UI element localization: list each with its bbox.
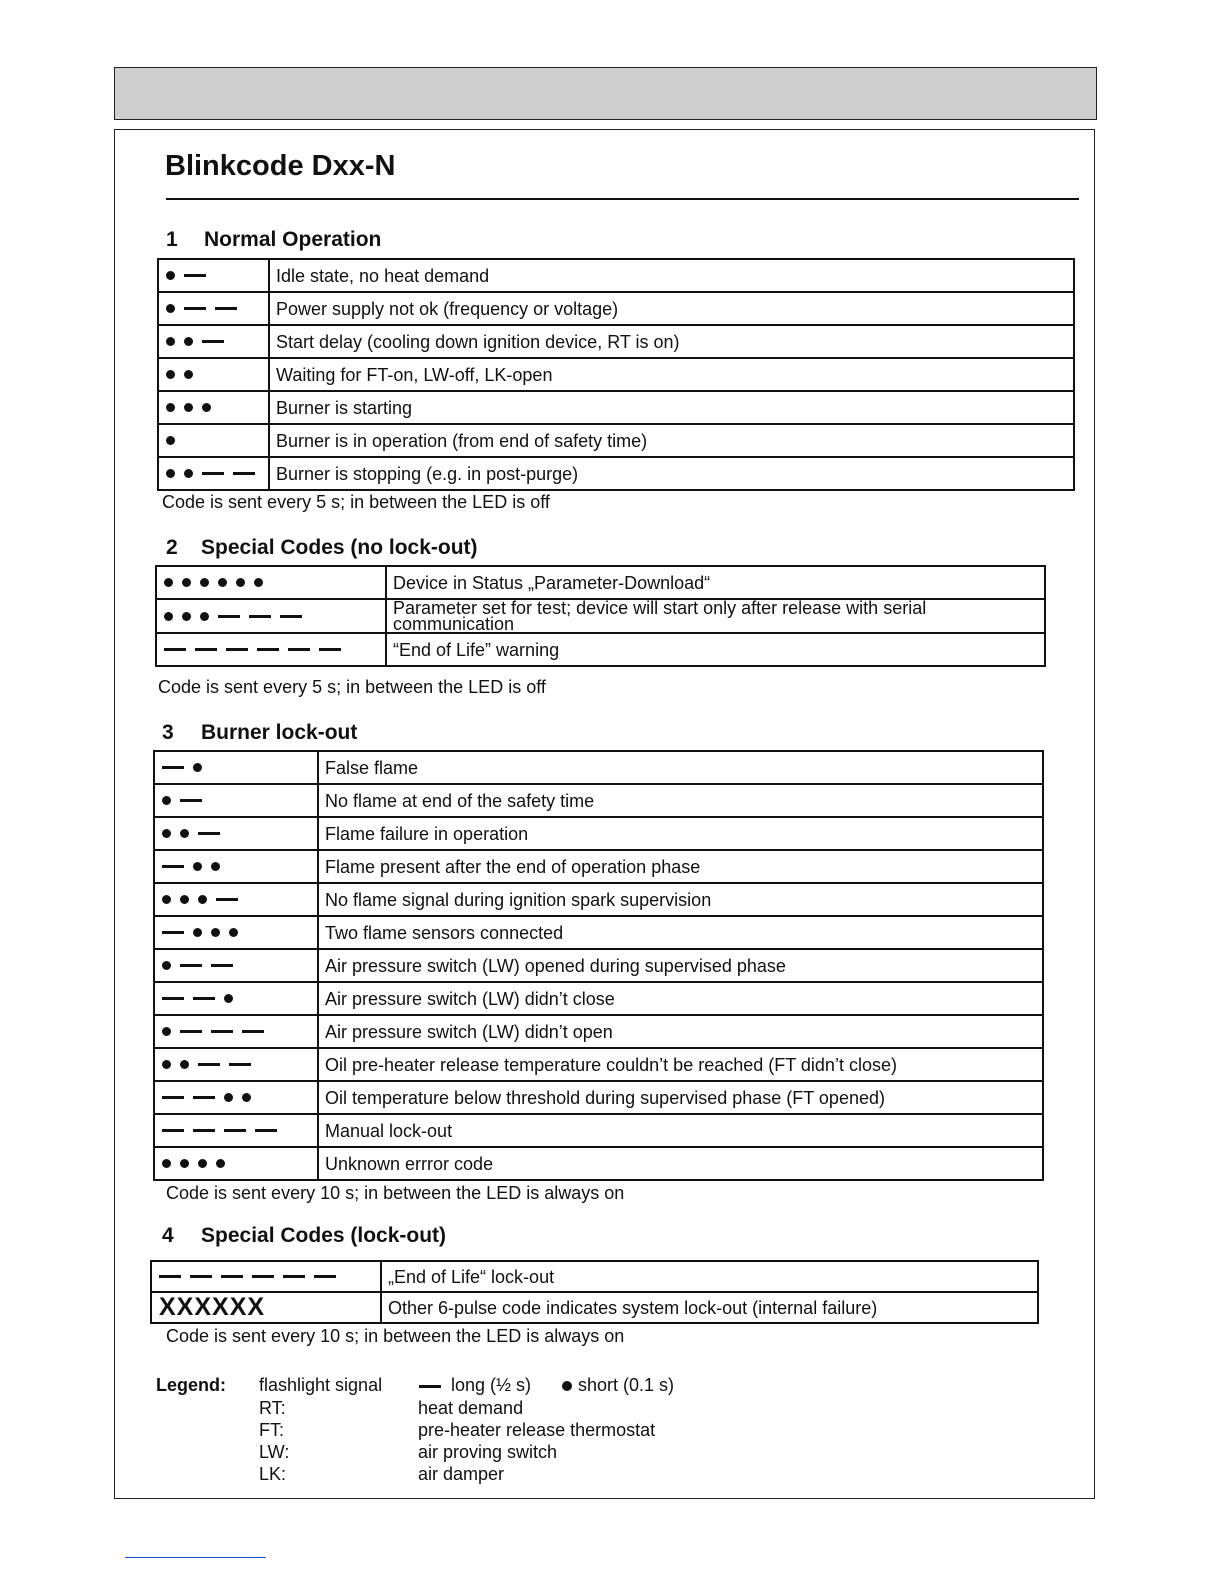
blink-code-cell [154, 784, 318, 817]
blink-code-cell [158, 457, 269, 490]
section-2-note: Code is sent every 5 s; in between the LED is off [158, 677, 546, 697]
section-title: Burner lock-out [201, 721, 358, 744]
long-pulse-icon [252, 1275, 274, 1278]
short-pulse-icon [162, 1159, 171, 1168]
blink-code-cell [151, 1261, 381, 1292]
blink-code-cell [156, 599, 386, 633]
blink-code-cell [158, 391, 269, 424]
short-pulse-icon [164, 612, 173, 621]
blink-code [162, 819, 311, 848]
description-cell: No flame signal during ignition spark supervision [318, 883, 1043, 916]
short-pulse-icon [166, 337, 175, 346]
long-pulse-icon [195, 648, 217, 651]
header-bar [114, 67, 1097, 120]
legend-abbr-key: RT: [259, 1398, 286, 1418]
long-pulse-icon [193, 997, 215, 1000]
table-row [156, 566, 1045, 599]
blink-code-cell [154, 850, 318, 883]
short-pulse-icon [242, 1093, 251, 1102]
blink-code [159, 1293, 374, 1322]
short-pulse-icon [198, 1159, 207, 1168]
table-row [154, 817, 1043, 850]
blink-code-cell [154, 1015, 318, 1048]
long-pulse-icon [193, 1096, 215, 1099]
short-pulse-icon [162, 796, 171, 805]
blink-code-cell [151, 1292, 381, 1323]
table-row [154, 751, 1043, 784]
long-pulse-icon [190, 1275, 212, 1278]
table-row [154, 982, 1043, 1015]
section-3-heading [162, 721, 357, 745]
long-pulse-icon [224, 1129, 246, 1132]
table-row [154, 1147, 1043, 1180]
blink-code [162, 885, 311, 914]
short-pulse-icon [229, 928, 238, 937]
short-pulse-icon [162, 895, 171, 904]
table-row [158, 391, 1074, 424]
short-pulse-icon [166, 370, 175, 379]
short-pulse-icon [166, 469, 175, 478]
table-row [158, 424, 1074, 457]
short-pulse-icon [180, 1060, 189, 1069]
long-pulse-icon [202, 340, 224, 343]
long-pulse-icon [242, 1030, 264, 1033]
long-pulse-icon [216, 898, 238, 901]
long-pulse-icon [162, 1096, 184, 1099]
description-cell: Start delay (cooling down ignition device, RT is on) [269, 325, 1074, 358]
blink-code [166, 426, 262, 455]
description-cell: Other 6-pulse code indicates system lock-out (internal failure) [381, 1292, 1038, 1323]
short-pulse-icon [180, 895, 189, 904]
short-pulse-icon [236, 578, 245, 587]
blink-code [164, 602, 379, 631]
long-pulse-icon [211, 964, 233, 967]
description-cell: Parameter set for test; device will start only after release with serial communication [386, 599, 1045, 633]
section-number: 3 [162, 721, 174, 744]
description-cell: Flame failure in operation [318, 817, 1043, 850]
description-cell: Air pressure switch (LW) opened during supervised phase [318, 949, 1043, 982]
legend-short [562, 1375, 674, 1396]
short-pulse-icon [224, 1093, 233, 1102]
long-pulse-icon [198, 1063, 220, 1066]
description-cell: Oil temperature below threshold during supervised phase (FT opened) [318, 1081, 1043, 1114]
short-pulse-icon [218, 578, 227, 587]
blink-code-cell [158, 259, 269, 292]
description-cell: Burner is in operation (from end of safety time) [269, 424, 1074, 457]
legend-flashlight: flashlight signal [259, 1375, 383, 1395]
long-pulse-icon [180, 1030, 202, 1033]
short-pulse-icon [164, 578, 173, 587]
short-pulse-icon [166, 403, 175, 412]
table-row [158, 292, 1074, 325]
blink-code-cell [154, 949, 318, 982]
legend-label: Legend: [156, 1375, 226, 1395]
short-pulse-icon [180, 1159, 189, 1168]
legend-short-text: short (0.1 s) [578, 1375, 675, 1395]
table-row [158, 259, 1074, 292]
short-pulse-icon [193, 862, 202, 871]
table-row [158, 325, 1074, 358]
normal-operation-table [157, 258, 1075, 491]
short-pulse-icon [202, 403, 211, 412]
long-pulse-icon [218, 615, 240, 618]
short-pulse-icon [200, 578, 209, 587]
long-pulse-icon [180, 964, 202, 967]
blink-code [159, 1262, 374, 1291]
short-pulse-icon [216, 1159, 225, 1168]
long-pulse-icon [283, 1275, 305, 1278]
table-row [154, 949, 1043, 982]
description-cell: Air pressure switch (LW) didn’t open [318, 1015, 1043, 1048]
short-pulse-icon [184, 370, 193, 379]
section-4-heading [162, 1224, 446, 1248]
burner-lockout-table [153, 750, 1044, 1181]
section-number: 1 [166, 228, 178, 251]
blink-code-cell [154, 817, 318, 850]
legend-abbr-value: air proving switch [418, 1442, 558, 1462]
special-codes-no-lockout-table [155, 565, 1046, 667]
blink-code [162, 786, 311, 815]
blink-code [164, 635, 379, 664]
long-pulse-icon [215, 307, 237, 310]
blink-code-cell [158, 358, 269, 391]
long-pulse-icon [162, 865, 184, 868]
short-pulse-icon [162, 1060, 171, 1069]
legend-abbr-value: pre-heater release thermostat [418, 1420, 656, 1440]
description-cell: “End of Life” warning [386, 633, 1045, 666]
description-cell: Unknown errror code [318, 1147, 1043, 1180]
legend-long-text: long (½ s) [451, 1375, 532, 1395]
short-pulse-icon [211, 862, 220, 871]
long-pulse-icon [164, 648, 186, 651]
description-cell: No flame at end of the safety time [318, 784, 1043, 817]
dash-icon [419, 1385, 441, 1388]
table-row [156, 599, 1045, 633]
table-row [154, 1015, 1043, 1048]
special-codes-lockout-table [150, 1260, 1039, 1324]
description-cell: Two flame sensors connected [318, 916, 1043, 949]
long-pulse-icon [202, 472, 224, 475]
blink-code [166, 393, 262, 422]
blink-code-cell [156, 633, 386, 666]
long-pulse-icon [184, 274, 206, 277]
table-row [154, 883, 1043, 916]
blink-code [162, 1083, 311, 1112]
table-row [156, 633, 1045, 666]
blink-code-text: XXXXXX [159, 1293, 266, 1321]
table-row [154, 784, 1043, 817]
short-pulse-icon [182, 578, 191, 587]
table-row [154, 1081, 1043, 1114]
short-pulse-icon [182, 612, 191, 621]
blink-code [166, 327, 262, 356]
legend-long [419, 1375, 531, 1396]
short-pulse-icon [166, 304, 175, 313]
blink-code [166, 360, 262, 389]
description-cell: Air pressure switch (LW) didn’t close [318, 982, 1043, 1015]
footer-link-line [125, 1557, 266, 1558]
long-pulse-icon [162, 997, 184, 1000]
blink-code-cell [154, 916, 318, 949]
blink-code [162, 753, 311, 782]
blink-code [162, 918, 311, 947]
long-pulse-icon [280, 615, 302, 618]
table-row [158, 358, 1074, 391]
blink-code [166, 459, 262, 488]
description-cell: False flame [318, 751, 1043, 784]
short-pulse-icon [184, 469, 193, 478]
long-pulse-icon [319, 648, 341, 651]
short-pulse-icon [193, 928, 202, 937]
table-row [154, 1048, 1043, 1081]
short-pulse-icon [224, 994, 233, 1003]
blink-code [162, 1116, 311, 1145]
blink-code-cell [154, 751, 318, 784]
description-cell: Idle state, no heat demand [269, 259, 1074, 292]
page-title: Blinkcode Dxx-N [165, 150, 396, 182]
legend-abbr-key: LK: [259, 1464, 287, 1484]
description-cell: Power supply not ok (frequency or voltage) [269, 292, 1074, 325]
long-pulse-icon [211, 1030, 233, 1033]
short-pulse-icon [162, 1027, 171, 1036]
blink-code [162, 852, 311, 881]
table-row [154, 916, 1043, 949]
short-pulse-icon [211, 928, 220, 937]
table-row [151, 1292, 1038, 1323]
blink-code [164, 568, 379, 597]
short-pulse-icon [166, 271, 175, 280]
long-pulse-icon [229, 1063, 251, 1066]
long-pulse-icon [226, 648, 248, 651]
short-pulse-icon [200, 612, 209, 621]
short-pulse-icon [198, 895, 207, 904]
section-4-note: Code is sent every 10 s; in between the LED is always on [166, 1326, 625, 1346]
long-pulse-icon [221, 1275, 243, 1278]
long-pulse-icon [257, 648, 279, 651]
title-divider [166, 198, 1079, 200]
legend-abbr-value: air damper [418, 1464, 505, 1484]
dot-icon [562, 1381, 572, 1391]
table-row [154, 1114, 1043, 1147]
section-number: 2 [166, 536, 178, 559]
long-pulse-icon [159, 1275, 181, 1278]
description-cell: Burner is starting [269, 391, 1074, 424]
short-pulse-icon [254, 578, 263, 587]
blink-code [162, 1050, 311, 1079]
blink-code-cell [154, 1147, 318, 1180]
short-pulse-icon [180, 829, 189, 838]
long-pulse-icon [233, 472, 255, 475]
section-1-heading [166, 228, 381, 252]
blink-code [162, 1149, 311, 1178]
description-cell: Device in Status „Parameter-Download“ [386, 566, 1045, 599]
blink-code-cell [154, 1114, 318, 1147]
long-pulse-icon [198, 832, 220, 835]
short-pulse-icon [166, 436, 175, 445]
blink-code [162, 951, 311, 980]
blink-code-cell [154, 883, 318, 916]
blink-code-cell [154, 982, 318, 1015]
long-pulse-icon [180, 799, 202, 802]
legend-abbr-key: LW: [259, 1442, 290, 1462]
section-title: Normal Operation [204, 228, 382, 251]
blink-code-cell [154, 1081, 318, 1114]
long-pulse-icon [162, 1129, 184, 1132]
long-pulse-icon [193, 1129, 215, 1132]
description-cell: Waiting for FT-on, LW-off, LK-open [269, 358, 1074, 391]
long-pulse-icon [288, 648, 310, 651]
blink-code [162, 1017, 311, 1046]
long-pulse-icon [255, 1129, 277, 1132]
legend-abbr-key: FT: [259, 1420, 284, 1440]
blink-code [166, 261, 262, 290]
section-number: 4 [162, 1224, 174, 1247]
section-2-heading [166, 536, 478, 560]
section-1-note: Code is sent every 5 s; in between the LED is off [162, 492, 550, 512]
long-pulse-icon [314, 1275, 336, 1278]
description-cell: Manual lock-out [318, 1114, 1043, 1147]
description-cell: „End of Life“ lock-out [381, 1261, 1038, 1292]
table-row [154, 850, 1043, 883]
blink-code-cell [158, 325, 269, 358]
blink-code-cell [154, 1048, 318, 1081]
long-pulse-icon [184, 307, 206, 310]
table-row [158, 457, 1074, 490]
short-pulse-icon [184, 403, 193, 412]
description-cell: Oil pre-heater release temperature couldn’t be reached (FT didn’t close) [318, 1048, 1043, 1081]
section-title: Special Codes (no lock-out) [201, 536, 478, 559]
long-pulse-icon [249, 615, 271, 618]
blink-code-cell [158, 292, 269, 325]
section-title: Special Codes (lock-out) [201, 1224, 447, 1247]
long-pulse-icon [162, 766, 184, 769]
blink-code-cell [156, 566, 386, 599]
short-pulse-icon [162, 961, 171, 970]
short-pulse-icon [184, 337, 193, 346]
legend-abbr-value: heat demand [418, 1398, 524, 1418]
short-pulse-icon [162, 829, 171, 838]
description-cell: Flame present after the end of operation phase [318, 850, 1043, 883]
section-3-note: Code is sent every 10 s; in between the LED is always on [166, 1183, 625, 1203]
description-cell: Burner is stopping (e.g. in post-purge) [269, 457, 1074, 490]
short-pulse-icon [193, 763, 202, 772]
table-row [151, 1261, 1038, 1292]
long-pulse-icon [162, 931, 184, 934]
blink-code [162, 984, 311, 1013]
blink-code [166, 294, 262, 323]
blink-code-cell [158, 424, 269, 457]
